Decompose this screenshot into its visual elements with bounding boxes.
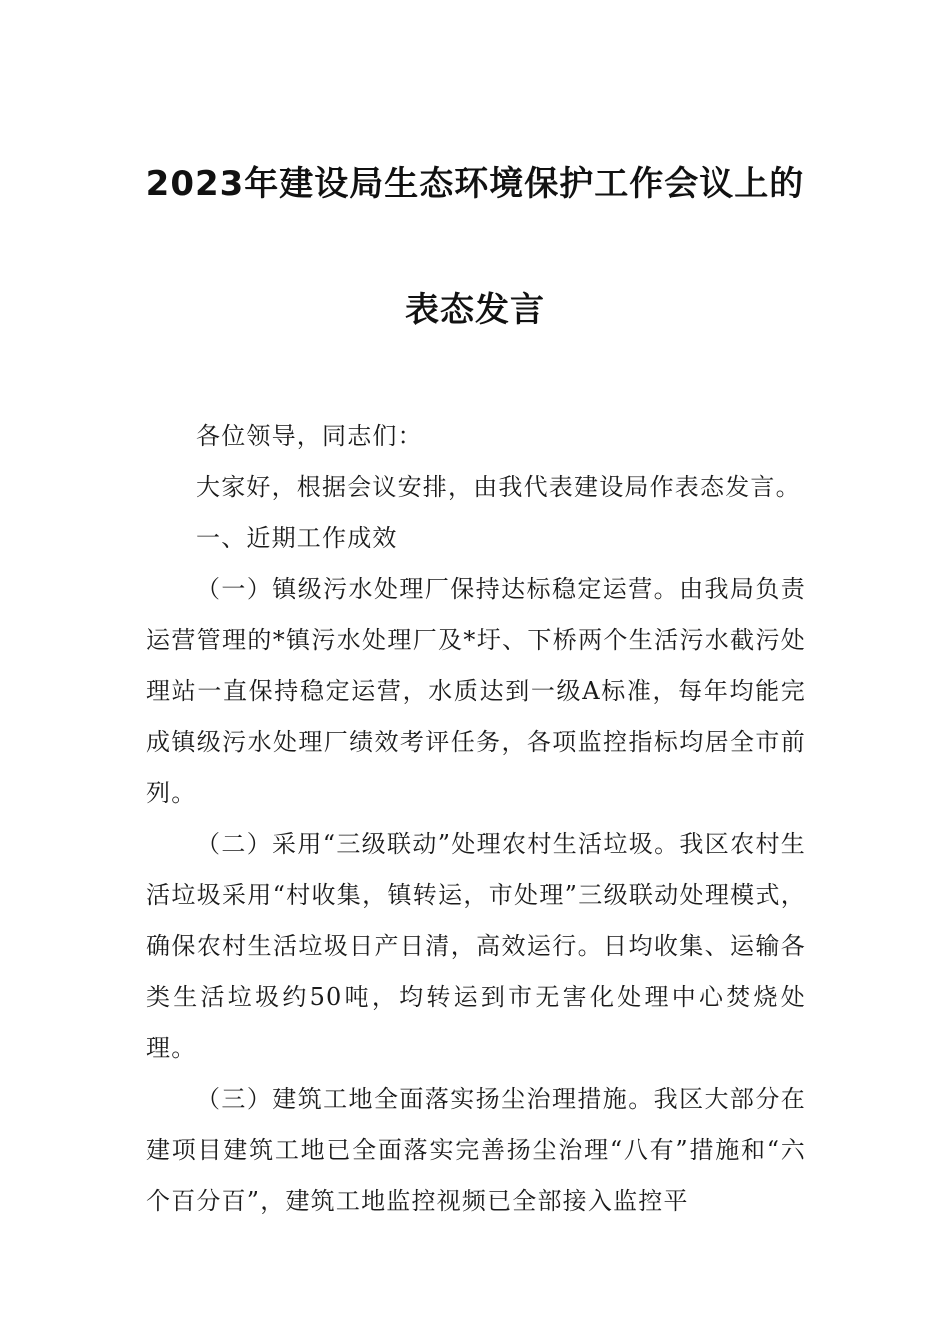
document-body [146,411,806,1227]
document-title-line-1: 2023年建设局生态环境保护工作会议上的 [145,164,805,204]
document-title-line-2: 表态发言 [405,290,545,330]
paragraph-item-2: （二）采用“三级联动”处理农村生活垃圾。我区农村生活垃圾采用“村收集，镇转运，市处理”三级联动处理模式，确保农村生活垃圾日产日清，高效运行。日均收集、运输各类生活垃圾约50吨，均转运到市无害化处理中心焚烧处理。 [146,830,806,1062]
paragraph-item-1: （一）镇级污水处理厂保持达标稳定运营。由我局负责运营管理的*镇污水处理厂及*圩、下桥两个生活污水截污处理站一直保持稳定运营，水质达到一级A标准，每年均能完成镇级污水处理厂绩效考评任务，各项监控指标均居全市前列。 [146,575,806,807]
salutation: 各位领导，同志们： [196,422,423,450]
section-heading: 一、近期工作成效 [196,524,398,552]
opening-paragraph: 大家好，根据会议安排，由我代表建设局作表态发言。 [196,473,801,501]
paragraph-item-3: （三）建筑工地全面落实扬尘治理措施。我区大部分在建项目建筑工地已全面落实完善扬尘治理“八有”措施和“六个百分百”，建筑工地监控视频已全部接入监控平 [146,1085,806,1215]
